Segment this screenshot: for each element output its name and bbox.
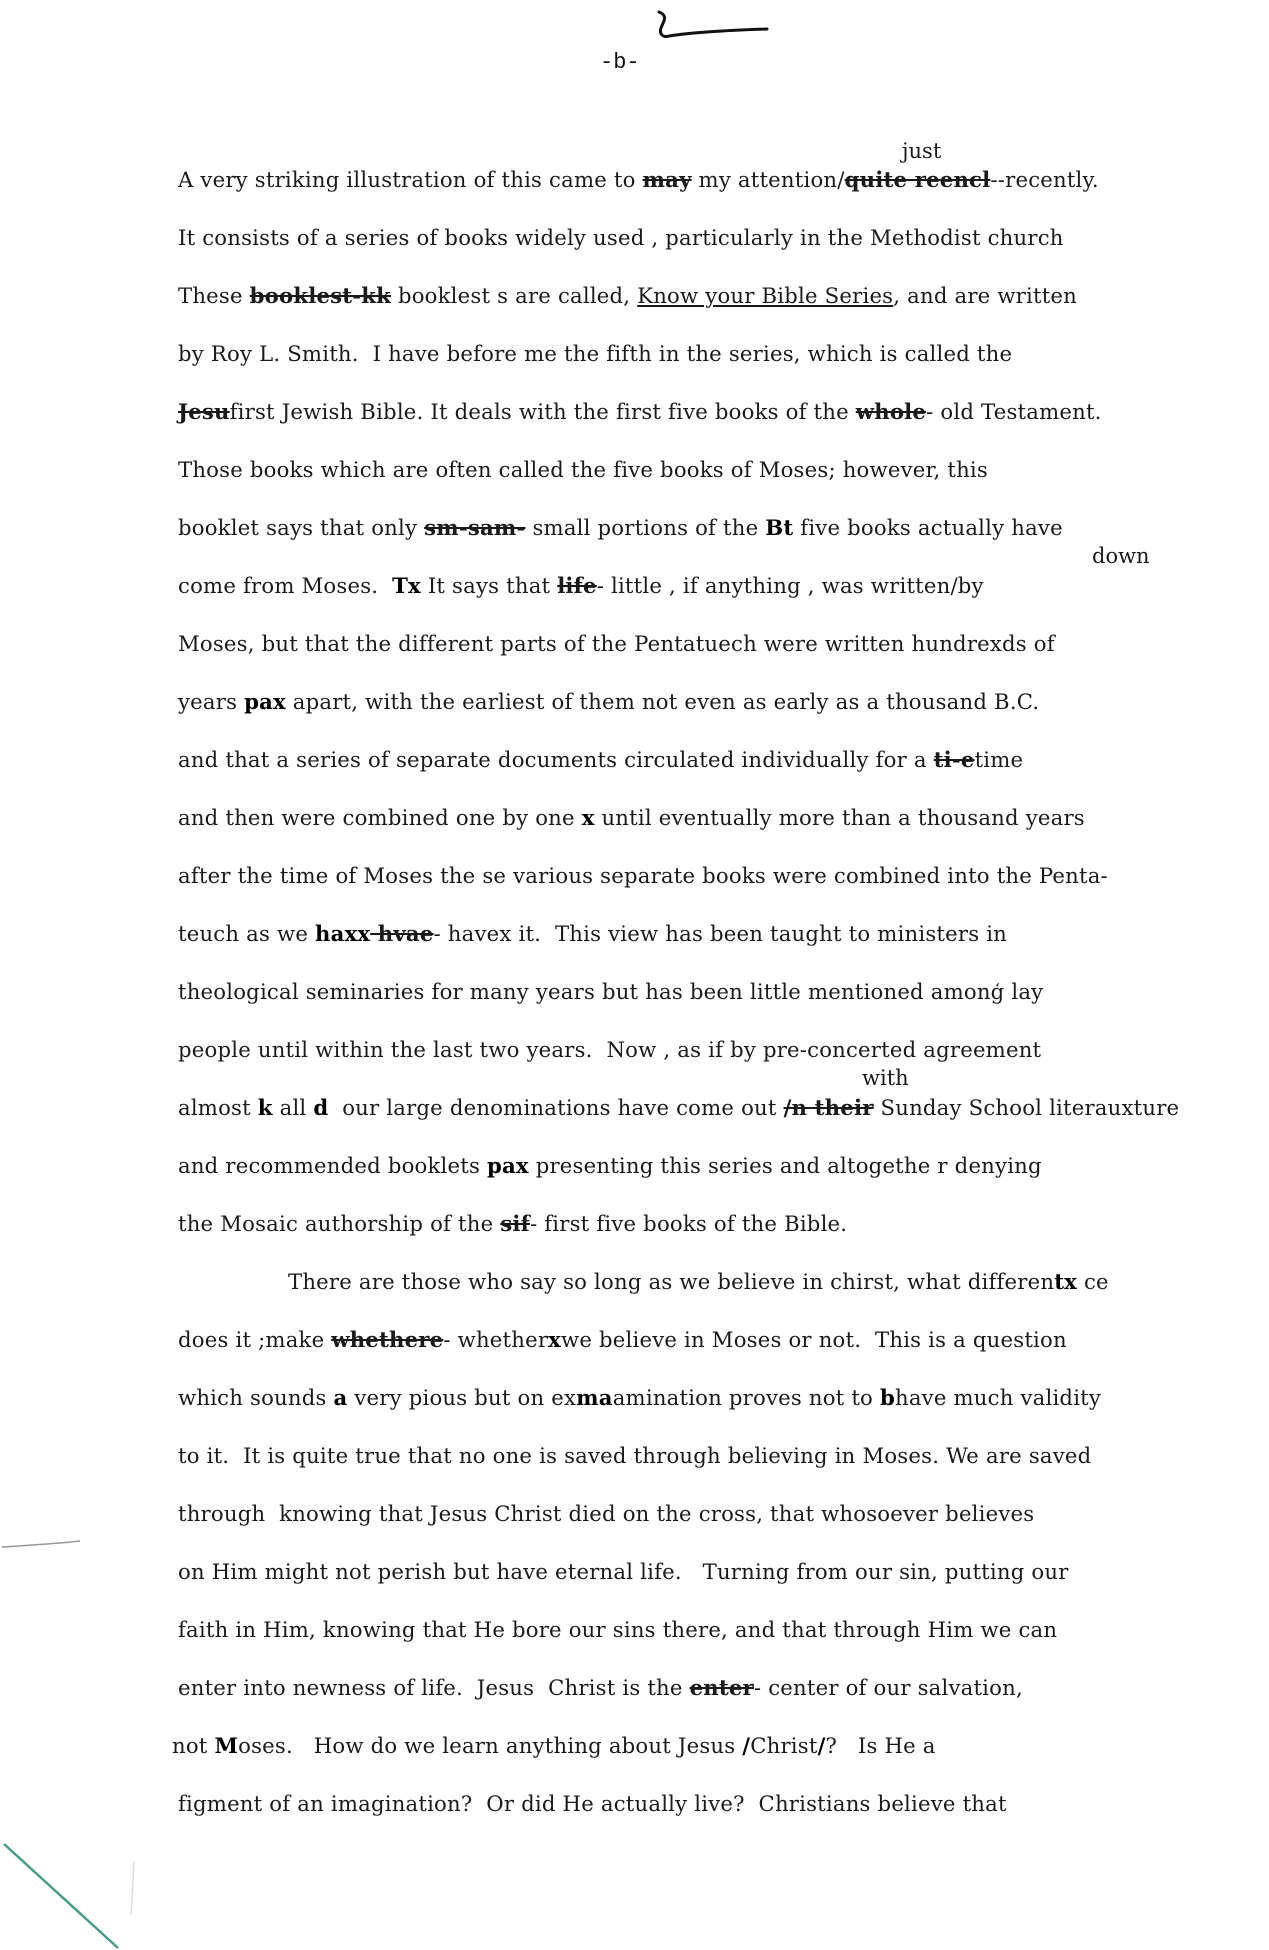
text-line: enter into newness of life. Jesus Christ is the enter- center of our salvation, — [178, 1675, 1023, 1700]
series-title: Know your Bible Series — [637, 283, 894, 308]
faint-pencil-mark — [128, 1860, 138, 1920]
text-line: and that a series of separate documents circulated individually for a ti-etime — [178, 747, 1024, 772]
text-line: and then were combined one by one x until eventually more than a thousand years — [178, 805, 1085, 830]
text-line: teuch as we haxx hvae- havex it. This view has been taught to ministers in — [178, 921, 1008, 946]
text-line: It consists of a series of books widely used , particularly in the Methodist church — [178, 225, 1064, 250]
text-line: Those books which are often called the five books of Moses; however, this — [178, 457, 988, 482]
stray-green-line — [0, 1840, 130, 1950]
text-line: years pax apart, with the earliest of them not even as early as a thousand B.C. — [178, 689, 1040, 714]
paragraph-start-line: There are those who say so long as we believe in chirst, what differentx ce — [288, 1269, 1109, 1294]
page-number: -b- — [600, 50, 640, 75]
text-line: faith in Him, knowing that He bore our sins there, and that through Him we can — [178, 1617, 1058, 1642]
text-line: people until within the last two years. Now , as if by pre-concerted agreement — [178, 1037, 1042, 1062]
text-line: through knowing that Jesus Christ died on the cross, that whosoever believes — [178, 1501, 1035, 1526]
text-line: theological seminaries for many years but has been little mentioned amonģ lay — [178, 979, 1044, 1004]
text-line: These booklest-kk booklest s are called, Know your Bible Series, and are written — [178, 283, 1077, 308]
text-line: booklet says that only sm-sam- small portions of the Bt five books actually have — [178, 515, 1063, 540]
insert-down: down — [1092, 544, 1150, 568]
handwritten-pen-mark — [655, 8, 775, 48]
text-line: Moses, but that the different parts of the Pentatuech were written hundrexds of — [178, 631, 1055, 656]
insert-just: just — [902, 139, 942, 163]
text-line: Jesufirst Jewish Bible. It deals with the first five books of the whole- old Testament. — [178, 399, 1102, 424]
text-line: come from Moses. Tx It says that life- little , if anything , was written/by — [178, 573, 984, 598]
text-line: figment of an imagination? Or did He actually live? Christians believe that — [178, 1791, 1007, 1816]
text-line: not Moses. How do we learn anything about Jesus /Christ/? Is He a — [172, 1733, 936, 1758]
text-line: the Mosaic authorship of the sif- first five books of the Bible. — [178, 1211, 848, 1236]
text-line: after the time of Moses the se various separate books were combined into the Penta- — [178, 863, 1108, 888]
text-line: almost k all d our large denominations have come out /n their Sunday School literauxture — [178, 1095, 1180, 1120]
text-line: does it ;make whethere- whetherxwe believe in Moses or not. This is a question — [178, 1327, 1067, 1352]
insert-with: with — [862, 1066, 909, 1090]
text-line: A very striking illustration of this came to may my attention/quite reencl--recently. — [178, 167, 1099, 192]
text-line: by Roy L. Smith. I have before me the fifth in the series, which is called the — [178, 341, 1013, 366]
text-line: which sounds a very pious but on exmaamination proves not to bhave much validity — [178, 1385, 1102, 1410]
stray-pencil-mark — [0, 1535, 90, 1555]
text-line: to it. It is quite true that no one is saved through believing in Moses. We are saved — [178, 1443, 1092, 1468]
text-line: on Him might not perish but have eternal life. Turning from our sin, putting our — [178, 1559, 1069, 1584]
text-line: and recommended booklets pax presenting this series and altogethe r denying — [178, 1153, 1042, 1178]
